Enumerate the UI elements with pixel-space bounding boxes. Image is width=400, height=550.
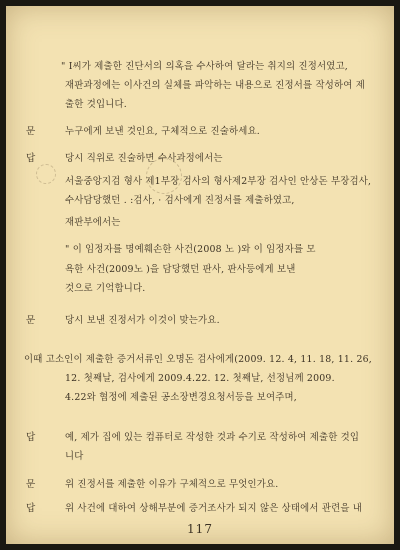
text-line: 당시 보낸 진정서가 이것이 맞는가요. xyxy=(65,315,220,326)
text-line: 4.22와 협정에 제출된 공소장변경요청서등을 보여주며, xyxy=(65,392,297,403)
answer-label: 답 xyxy=(26,432,36,443)
text-line: 12. 첫째날, 검사에게 2009.4.22. 12. 첫째날, 선정님께 2009. xyxy=(65,373,335,384)
text-line: 욕한 사건(2009노 )을 담당했던 판사, 판사등에게 보낸 xyxy=(65,264,296,275)
page-number: 117 xyxy=(187,522,213,536)
text-line: " 이 임정자를 명예훼손한 사건(2008 노 )와 이 임정자를 모 xyxy=(65,244,316,255)
text-line: 수사담당했던 . :검사, · 검사에게 진정서를 제출하였고, xyxy=(65,195,295,206)
question-label: 문 xyxy=(26,315,36,326)
text-line: 재판과정에는 이사건의 실체를 파악하는 내용으로 진정서를 작성하여 제 xyxy=(65,80,365,91)
text-line: 이때 고소인이 제출한 증거서류인 오명돈 검사에게(2009. 12. 4, 11. 18, 11. 26, xyxy=(24,354,372,365)
text-line: 예, 제가 집에 있는 컴퓨터로 작성한 것과 수기로 작성하여 제출한 것입 xyxy=(65,432,360,443)
text-line: 니다 xyxy=(65,451,84,462)
text-line: 당시 직위로 진술하면 수사과정에서는 xyxy=(65,153,223,164)
text-line: " Ⅰ씨가 제출한 진단서의 의혹을 수사하여 달라는 취지의 진정서였고, xyxy=(61,61,348,72)
question-label: 문 xyxy=(26,126,36,137)
text-line: 위 진정서를 제출한 이유가 구체적으로 무엇인가요. xyxy=(65,479,279,490)
text-line: 위 사건에 대하여 상해부분에 증거조사가 되지 않은 상태에서 관련을 내 xyxy=(65,503,363,514)
text-line: 서울중앙지검 형사 제1부장 검사의 형사제2부장 검사인 안상돈 부장검사, xyxy=(65,176,372,187)
seal-stamp-small xyxy=(36,164,56,184)
text-line: 것으로 기억합니다. xyxy=(65,283,146,294)
document-page xyxy=(6,6,394,544)
text-line: 재판부에서는 xyxy=(65,217,121,228)
text-line: 누구에게 보낸 것인요, 구체적으로 진술하세요. xyxy=(65,126,260,137)
text-line: 출한 것입니다. xyxy=(65,99,127,110)
question-label: 문 xyxy=(26,479,36,490)
answer-label: 답 xyxy=(26,503,36,514)
answer-label: 답 xyxy=(26,153,36,164)
